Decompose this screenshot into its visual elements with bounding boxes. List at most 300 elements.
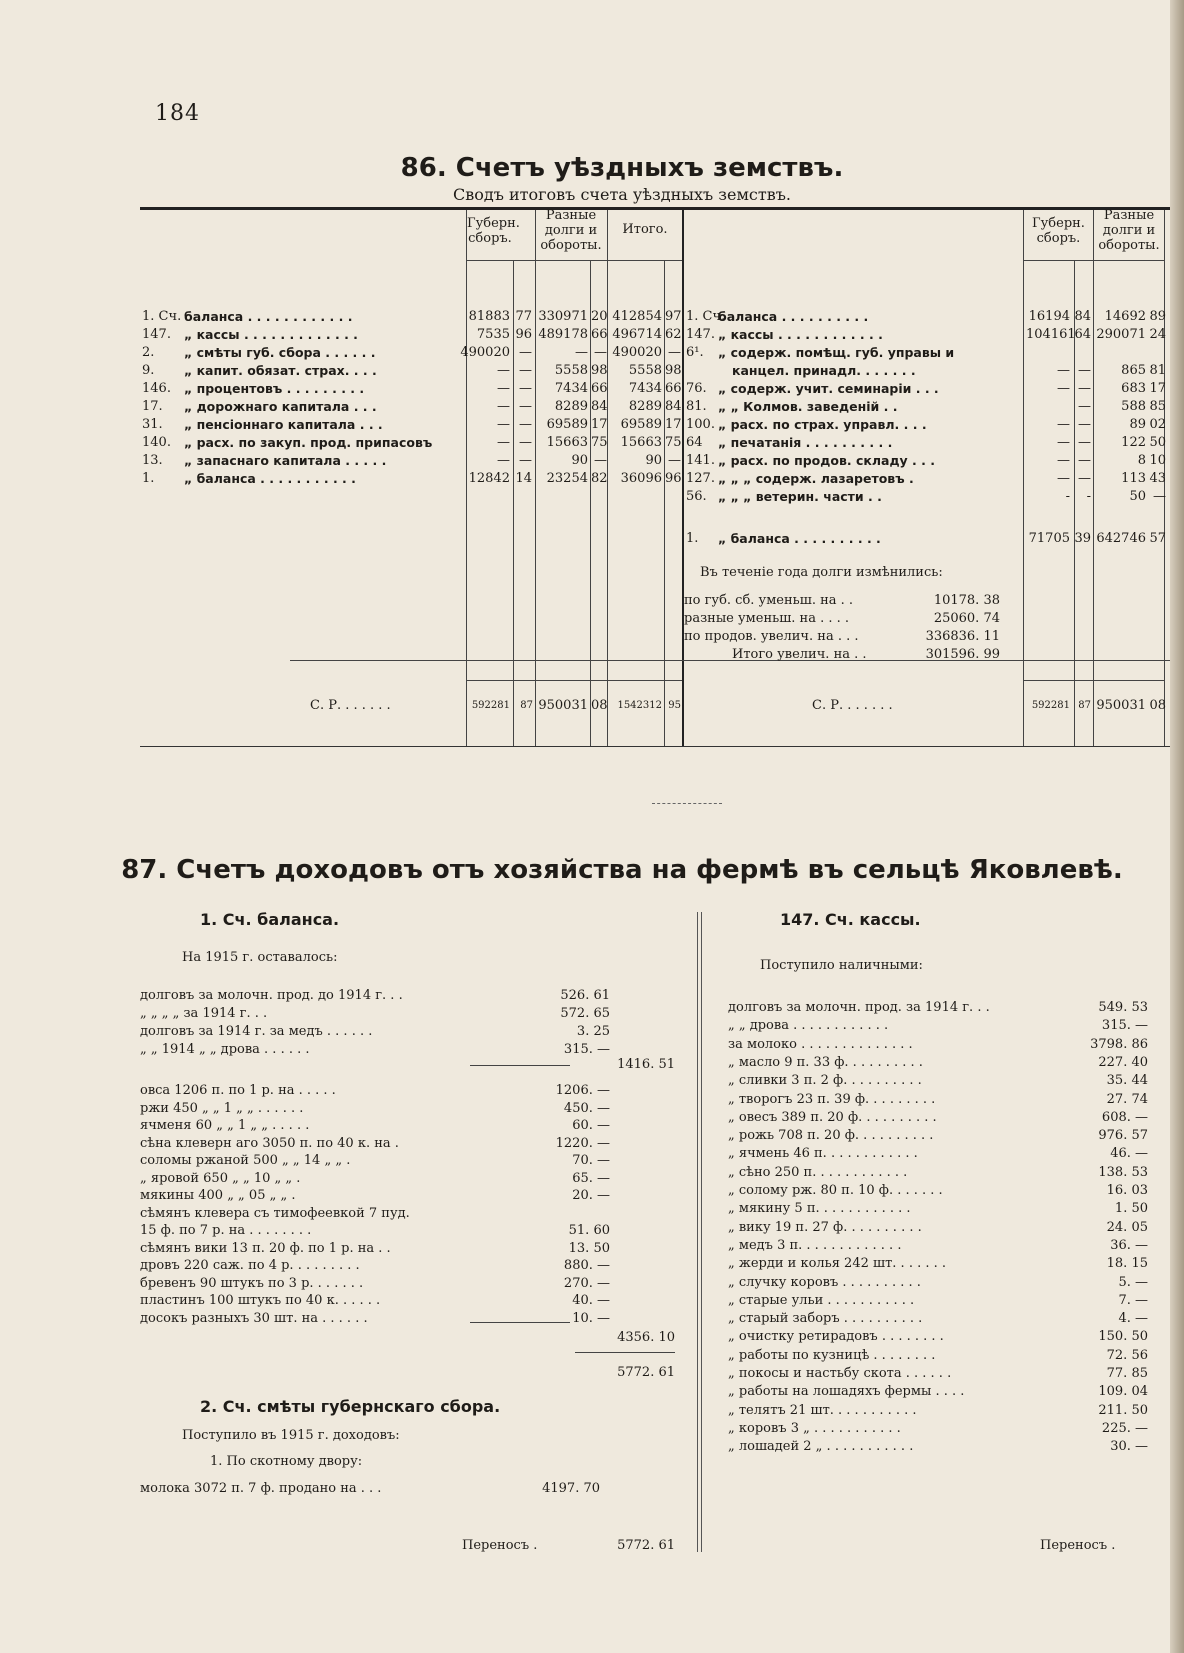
gub-rub: — xyxy=(1057,471,1070,486)
debt-value: 301596. 99 xyxy=(925,647,1000,662)
gub-rub: — xyxy=(497,453,510,468)
item-label: сѣна клеверн аго 3050 п. по 40 к. на . xyxy=(140,1135,399,1151)
gub-kop: — xyxy=(519,453,532,468)
row-num: 127. xyxy=(686,471,715,486)
row-num: 147. xyxy=(686,327,715,342)
divider xyxy=(652,803,722,805)
item-value: 51. 60 xyxy=(568,1223,610,1238)
itogo-rub: 36096 xyxy=(620,471,662,486)
list-item xyxy=(728,1071,1158,1090)
gub-kop: — xyxy=(1078,471,1091,486)
debt-value: 25060. 74 xyxy=(933,611,1000,626)
raz-rub: 15663 xyxy=(546,435,588,450)
raz-rub: 122 xyxy=(1121,435,1146,450)
list-item xyxy=(728,1273,1158,1292)
list-item xyxy=(728,1090,1158,1109)
header-raz-left: Разные долги и обороты. xyxy=(540,208,602,253)
item-label: 15 ф. по 7 р. на . . . . . . . . xyxy=(140,1223,312,1238)
item-label: „ „ „ „ за 1914 г. . . xyxy=(140,1006,268,1021)
gub-rub: — xyxy=(1057,363,1070,378)
item-value: 13. 50 xyxy=(568,1240,610,1256)
row-label: „ баланса . . . . . . . . . . . xyxy=(184,471,356,486)
item-label: досокъ разныхъ 30 шт. на . . . . . . xyxy=(140,1310,368,1326)
row-label: „ кассы . . . . . . . . . . . . xyxy=(718,327,883,342)
item-value: 450. — xyxy=(563,1100,610,1116)
gub-rub: — xyxy=(1057,453,1070,468)
debt-line xyxy=(684,610,1014,628)
carry-label-right: Переносъ . xyxy=(1040,1538,1116,1553)
list-item xyxy=(728,1126,1158,1145)
table-row xyxy=(140,398,682,416)
item-label: „ сѣно 250 п. . . . . . . . . . . . xyxy=(728,1164,908,1180)
gub-rub: 104161 xyxy=(1026,327,1076,342)
item-value: 880. — xyxy=(563,1258,610,1273)
item-label: долговъ за молочн. прод. за 1914 г. . . xyxy=(728,1000,990,1015)
table-row xyxy=(682,326,1170,344)
row-label: „ „ Колмов. заведеній . . xyxy=(718,399,898,414)
gub-rub: — xyxy=(497,435,510,450)
raz-kop: 84 xyxy=(591,399,608,414)
table-row xyxy=(682,488,1170,506)
list-item xyxy=(728,1309,1158,1328)
list-item xyxy=(140,1186,610,1205)
r2: 08 xyxy=(591,698,608,713)
raz-kop: 43 xyxy=(1149,471,1166,486)
gub-rub: — xyxy=(497,399,510,414)
item-value: 3798. 86 xyxy=(1090,1036,1148,1052)
gub-rub: — xyxy=(1057,435,1070,450)
itogo-kop: 98 xyxy=(665,363,682,378)
item-value: 20. — xyxy=(572,1188,610,1203)
g1: 592281 xyxy=(471,700,510,711)
item-label: мякины 400 „ „ 05 „ „ . xyxy=(140,1188,296,1203)
list-item xyxy=(140,1151,610,1170)
raz-kop: 98 xyxy=(591,363,608,378)
row-label: „ смѣты губ. сбора . . . . . . xyxy=(184,345,376,360)
row-label: „ печатанія . . . . . . . . . . xyxy=(718,435,893,450)
row-num: 9. xyxy=(142,363,155,378)
rule xyxy=(470,1065,570,1066)
gub-kop: - xyxy=(1086,489,1091,504)
sr-label: С. Р. . . . . . . xyxy=(812,698,893,713)
raz-kop: 24 xyxy=(1149,327,1166,342)
gub-rub: 81883 xyxy=(468,309,510,324)
raz-rub: 14692 xyxy=(1104,309,1146,324)
page-edge xyxy=(1170,0,1184,1653)
row-label: „ содерж. помѣщ. губ. управы и xyxy=(718,345,955,360)
row-label: „ расх. по продов. складу . . . xyxy=(718,453,935,468)
gub-rub: — xyxy=(497,381,510,396)
header-gub-right: Губерн. сборъ. xyxy=(1032,216,1085,246)
g2: 39 xyxy=(1074,531,1091,546)
sr-label: С. Р. . . . . . . xyxy=(310,698,391,713)
debt-value: 10178. 38 xyxy=(933,593,1000,608)
debts-title: Въ теченіе года долги измѣнились: xyxy=(700,565,943,580)
num: 1. xyxy=(686,531,699,546)
item-value: 3. 25 xyxy=(576,1024,610,1039)
item-value: 40. — xyxy=(572,1293,610,1308)
sec2-intro: Поступило въ 1915 г. доходовъ: xyxy=(182,1428,400,1443)
sr-left-row xyxy=(140,697,682,715)
itogo-rub: 490020 xyxy=(612,345,662,360)
row-label: „ „ „ ветерин. части . . xyxy=(718,489,882,504)
list-item xyxy=(728,1236,1158,1255)
item-value: 36. — xyxy=(1110,1237,1148,1253)
i2: 95 xyxy=(668,700,681,711)
table-row xyxy=(140,434,682,452)
row-num: 64 xyxy=(686,435,703,450)
row-label: баланса . . . . . . . . . . xyxy=(718,309,869,324)
raz-kop: 66 xyxy=(591,327,608,342)
item-value: 109. 04 xyxy=(1098,1384,1148,1400)
gub-kop: — xyxy=(1078,399,1091,414)
item-value: 35. 44 xyxy=(1106,1073,1148,1089)
list-item xyxy=(728,1401,1158,1420)
itogo-kop: — xyxy=(668,345,681,360)
list-item xyxy=(728,1199,1158,1218)
row-num: 141. xyxy=(686,453,715,468)
rule xyxy=(470,1322,570,1323)
item-label: „ мякину 5 п. . . . . . . . . . . . xyxy=(728,1201,911,1217)
list-item xyxy=(140,1291,610,1310)
row-label: „ содерж. учит. семинаріи . . . xyxy=(718,381,939,396)
item-label: „ медъ 3 п. . . . . . . . . . . . . xyxy=(728,1237,902,1253)
item-label: овса 1206 п. по 1 р. на . . . . . xyxy=(140,1083,336,1098)
row-label: „ запаснаго капитала . . . . . xyxy=(184,453,387,468)
raz-rub: — xyxy=(575,345,588,360)
row-label: „ процентовъ . . . . . . . . . xyxy=(184,381,365,396)
r1: 950031 xyxy=(1096,698,1146,713)
table-row xyxy=(140,326,682,344)
row-label: баланса . . . . . . . . . . . . xyxy=(184,309,353,324)
g2: 87 xyxy=(1078,700,1091,711)
item-label: „ работы на лошадяхъ фермы . . . . xyxy=(728,1384,965,1400)
item-label: бревенъ 90 штукъ по 3 р. . . . . . . xyxy=(140,1275,364,1291)
debt-line xyxy=(684,628,1014,646)
item-label: „ яровой 650 „ „ 10 „ „ . xyxy=(140,1170,301,1186)
item-label: „ овесъ 389 п. 20 ф. . . . . . . . . . xyxy=(728,1109,937,1125)
raz-rub: 865 xyxy=(1121,363,1146,378)
debt-value: 336836. 11 xyxy=(925,629,1000,644)
row-num: 147. xyxy=(142,327,171,342)
table-row xyxy=(682,398,1170,416)
group1-total: 1416. 51 xyxy=(617,1057,675,1072)
item-value: 7. — xyxy=(1118,1292,1148,1308)
list-item xyxy=(728,998,1158,1017)
itogo-kop: 66 xyxy=(665,381,682,396)
item-value: 1206. — xyxy=(555,1083,610,1098)
itogo-rub: 7434 xyxy=(628,381,662,396)
table-row xyxy=(140,470,682,488)
g1: 592281 xyxy=(1031,700,1070,711)
gub-kop: — xyxy=(1078,435,1091,450)
item-label: „ рожь 708 п. 20 ф. . . . . . . . . . xyxy=(728,1128,934,1144)
item-value: 24. 05 xyxy=(1106,1219,1148,1235)
gub-rub: — xyxy=(1057,381,1070,396)
table-row xyxy=(140,452,682,470)
list-item xyxy=(728,1053,1158,1072)
list-item xyxy=(140,1256,610,1275)
raz-rub: 290071 xyxy=(1096,327,1146,342)
table-row xyxy=(140,380,682,398)
list-item xyxy=(140,1040,610,1059)
item-value: 65. — xyxy=(572,1170,610,1186)
table-row xyxy=(682,362,1170,380)
row-label: „ „ „ содерж. лазаретовъ . xyxy=(718,471,914,486)
list-item xyxy=(728,1291,1158,1310)
list-item xyxy=(140,1099,610,1118)
item-label: пластинъ 100 штукъ по 40 к. . . . . . xyxy=(140,1293,381,1308)
item-value: 46. — xyxy=(1110,1146,1148,1162)
gub-rub: 16194 xyxy=(1028,309,1070,324)
table-row xyxy=(682,470,1170,488)
section-87-title: 87. Счетъ доходовъ отъ хозяйства на фермѣ въ сельцѣ Яковлевѣ. xyxy=(121,855,1123,885)
list-item xyxy=(140,1204,610,1223)
itogo-rub: 90 xyxy=(645,453,662,468)
raz-kop: — xyxy=(1153,489,1166,504)
row-label: „ расх. по страх. управл. . . . xyxy=(718,417,927,432)
table-row xyxy=(140,362,682,380)
r2: 08 xyxy=(1149,698,1166,713)
item-label: „ телятъ 21 шт. . . . . . . . . . . xyxy=(728,1402,917,1418)
header-gub-left: Губерн. сборъ. xyxy=(467,216,520,246)
item-value: 138. 53 xyxy=(1098,1164,1148,1180)
item-value: 18. 15 xyxy=(1106,1256,1148,1272)
row-label: „ дорожнаго капитала . . . xyxy=(184,399,377,414)
raz-rub: 50 xyxy=(1129,489,1146,504)
item-value: 16. 03 xyxy=(1106,1183,1148,1198)
header-itogo-left: Итого. xyxy=(622,222,668,237)
itogo-rub: 8289 xyxy=(628,399,662,414)
raz-rub: 8289 xyxy=(554,399,588,414)
sr-right-row xyxy=(682,697,1170,715)
label: „ баланса . . . . . . . . . . xyxy=(718,531,881,546)
list-item xyxy=(140,1169,610,1188)
item-label: ржи 450 „ „ 1 „ „ . . . . . . xyxy=(140,1100,304,1116)
row-num: 76. xyxy=(686,381,707,396)
item-label: „ старые ульи . . . . . . . . . . . xyxy=(728,1292,915,1308)
list-item xyxy=(140,1116,610,1135)
list-item xyxy=(728,1382,1158,1401)
raz-kop: 50 xyxy=(1149,435,1166,450)
gub-kop: — xyxy=(519,435,532,450)
raz-rub: 8 xyxy=(1137,453,1146,468)
gub-kop: — xyxy=(1078,417,1091,432)
row-num: 140. xyxy=(142,435,171,450)
item-value: 27. 74 xyxy=(1106,1091,1148,1107)
r1: 642746 xyxy=(1096,531,1146,546)
gub-rub: - xyxy=(1065,489,1070,504)
list-item xyxy=(728,1016,1158,1035)
rule xyxy=(575,1352,675,1353)
row-num: 1. Сч. xyxy=(686,309,726,324)
raz-kop: — xyxy=(594,453,607,468)
row-num: 100. xyxy=(686,417,715,432)
row-num: 81. xyxy=(686,399,707,414)
list-item xyxy=(728,1327,1158,1346)
item-value: 526. 61 xyxy=(560,988,610,1003)
raz-rub: 90 xyxy=(571,453,588,468)
section-86-subtitle: Сводъ итоговъ счета уѣздныхъ земствъ. xyxy=(453,185,791,204)
itogo-kop: 75 xyxy=(665,435,682,450)
itogo-rub: 69589 xyxy=(620,417,662,432)
raz-kop: 10 xyxy=(1149,453,1166,468)
row-num: 13. xyxy=(142,453,163,468)
page-number: 184 xyxy=(155,101,200,126)
item-label: „ „ 1914 „ „ дрова . . . . . . xyxy=(140,1042,310,1057)
gub-kop: — xyxy=(519,345,532,360)
table-row xyxy=(682,452,1170,470)
gub-kop: — xyxy=(519,381,532,396)
row-num: 146. xyxy=(142,381,171,396)
row-label: „ капит. обязат. страх. . . . xyxy=(184,363,377,378)
item-label: „ масло 9 п. 33 ф. . . . . . . . . . xyxy=(728,1054,923,1070)
carry-label-left: Переносъ . xyxy=(462,1538,538,1553)
grand-total: 5772. 61 xyxy=(617,1365,675,1380)
raz-rub: 683 xyxy=(1121,381,1146,396)
gub-kop: — xyxy=(1078,381,1091,396)
raz-rub: 5558 xyxy=(554,363,588,378)
item-value: 77. 85 xyxy=(1106,1366,1148,1381)
row-label: „ пенсіоннаго капитала . . . xyxy=(184,417,383,432)
debt-line xyxy=(684,592,1014,610)
list-item xyxy=(728,1144,1158,1163)
raz-kop: 02 xyxy=(1149,417,1166,432)
item-value: 1. 50 xyxy=(1114,1201,1148,1217)
table-86 xyxy=(140,207,1170,747)
list-item xyxy=(140,1081,610,1100)
item-label: „ работы по кузницѣ . . . . . . . . xyxy=(728,1347,936,1363)
itogo-kop: 97 xyxy=(665,309,682,324)
item-value: 10. — xyxy=(572,1310,610,1326)
item-label: „ старый заборъ . . . . . . . . . . xyxy=(728,1311,923,1327)
value: 4197. 70 xyxy=(542,1481,600,1496)
raz-kop: 20 xyxy=(591,309,608,324)
right-intro: Поступило наличными: xyxy=(760,958,923,973)
raz-kop: 89 xyxy=(1149,309,1166,324)
debt-label: Итого увелич. на . . xyxy=(732,647,867,662)
list-item xyxy=(728,1108,1158,1127)
gub-kop: 14 xyxy=(515,471,532,486)
gub-kop: 77 xyxy=(515,309,532,324)
list-item xyxy=(728,1218,1158,1237)
gub-rub: 12842 xyxy=(468,471,510,486)
table-row xyxy=(682,380,1170,398)
item-value: 211. 50 xyxy=(1098,1402,1148,1418)
table-row xyxy=(682,416,1170,434)
item-value: 1220. — xyxy=(555,1135,610,1151)
item-value: 60. — xyxy=(572,1118,610,1133)
debt-line xyxy=(684,646,1014,664)
list-item xyxy=(140,1004,610,1023)
gub-rub: 7535 xyxy=(476,327,510,342)
item-label: соломы ржаной 500 „ „ 14 „ „ . xyxy=(140,1153,351,1168)
list-item xyxy=(728,1364,1158,1383)
table-row xyxy=(140,416,682,434)
list-item xyxy=(140,1274,610,1293)
item-label: „ жерди и колья 242 шт. . . . . . . xyxy=(728,1256,947,1272)
raz-kop: 75 xyxy=(591,435,608,450)
itogo-kop: 96 xyxy=(665,471,682,486)
list-item xyxy=(728,1181,1158,1200)
raz-rub: 113 xyxy=(1121,471,1146,486)
list-item xyxy=(728,1419,1158,1438)
gub-kop: — xyxy=(519,363,532,378)
list-item xyxy=(140,986,610,1005)
item-label: сѣмянъ вики 13 п. 20 ф. по 1 р. на . . xyxy=(140,1240,391,1256)
left-heading: 1. Сч. баланса. xyxy=(200,910,340,929)
gub-kop: 96 xyxy=(515,327,532,342)
item-label: „ лошадей 2 „ . . . . . . . . . . . xyxy=(728,1439,914,1455)
list-item xyxy=(728,1254,1158,1273)
gub-rub: — xyxy=(497,417,510,432)
raz-kop: 17 xyxy=(591,417,608,432)
row-num: 2. xyxy=(142,345,155,360)
gub-rub: — xyxy=(497,363,510,378)
itogo-kop: 17 xyxy=(665,417,682,432)
item-value: 315. — xyxy=(1101,1018,1148,1034)
raz-kop: 66 xyxy=(591,381,608,396)
list-item xyxy=(140,1221,610,1240)
list-item xyxy=(140,1239,610,1258)
label: молока 3072 п. 7 ф. продано на . . . xyxy=(140,1481,382,1496)
g2: 87 xyxy=(520,700,533,711)
item-value: 30. — xyxy=(1110,1439,1148,1455)
item-value: 572. 65 xyxy=(560,1006,610,1021)
gub-kop: 64 xyxy=(1074,327,1091,342)
item-value: 227. 40 xyxy=(1098,1054,1148,1070)
row-num: 31. xyxy=(142,417,163,432)
raz-kop: 81 xyxy=(1149,363,1166,378)
item-value: 315. — xyxy=(563,1042,610,1057)
list-item xyxy=(140,1309,610,1328)
item-label: „ вику 19 п. 27 ф. . . . . . . . . . xyxy=(728,1219,922,1235)
item-label: ячменя 60 „ „ 1 „ „ . . . . . xyxy=(140,1118,310,1133)
sec2-heading: 2. Сч. смѣты губернскаго сбора. xyxy=(200,1397,501,1416)
sec2-line xyxy=(140,1479,600,1498)
gub-rub: 490020 xyxy=(460,345,510,360)
item-value: 976. 57 xyxy=(1098,1128,1148,1144)
row-label: „ расх. по закуп. прод. припасовъ xyxy=(184,435,433,450)
item-label: „ случку коровъ . . . . . . . . . . xyxy=(728,1274,921,1290)
r2: 57 xyxy=(1149,531,1166,546)
item-value: 150. 50 xyxy=(1098,1329,1148,1345)
group2-total: 4356. 10 xyxy=(617,1330,675,1345)
item-label: „ ячмень 46 п. . . . . . . . . . . . xyxy=(728,1146,918,1162)
item-label: „ солому рж. 80 п. 10 ф. . . . . . . xyxy=(728,1183,943,1198)
list-item xyxy=(140,1134,610,1153)
row-label: „ кассы . . . . . . . . . . . . . xyxy=(184,327,358,342)
raz-kop: — xyxy=(594,345,607,360)
raz-rub: 69589 xyxy=(546,417,588,432)
right-balance-row xyxy=(682,530,1170,548)
item-label: „ очистку ретирадовъ . . . . . . . . xyxy=(728,1329,944,1345)
table-row xyxy=(682,344,1170,362)
g1: 71705 xyxy=(1028,531,1070,546)
itogo-rub: 15663 xyxy=(620,435,662,450)
itogo-kop: 62 xyxy=(665,327,682,342)
gub-rub: — xyxy=(1057,417,1070,432)
row-num: 1. xyxy=(142,471,155,486)
list-item xyxy=(728,1437,1158,1456)
item-label: „ покосы и настьбу скота . . . . . . xyxy=(728,1366,952,1381)
column-divider-2 xyxy=(701,912,702,1552)
itogo-kop: 84 xyxy=(665,399,682,414)
raz-rub: 489178 xyxy=(538,327,588,342)
item-value: 608. — xyxy=(1101,1109,1148,1125)
raz-rub: 7434 xyxy=(554,381,588,396)
r1: 950031 xyxy=(538,698,588,713)
